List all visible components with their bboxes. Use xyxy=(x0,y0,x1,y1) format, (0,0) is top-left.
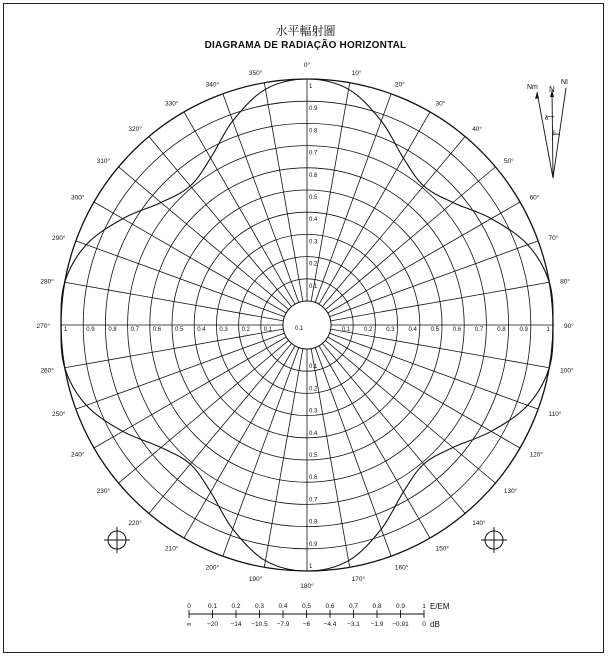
ring-label-bottom: 0.8 xyxy=(309,519,318,526)
angle-label: 100° xyxy=(560,367,574,375)
ring-label-left: 0.8 xyxy=(108,327,117,333)
compass-ni-label: NI xyxy=(561,79,568,86)
radial-line xyxy=(325,340,495,483)
ring-label-left: 1 xyxy=(64,327,68,333)
center-label: 0.1 xyxy=(295,326,304,332)
ring-label-left: 0.9 xyxy=(86,327,95,333)
ring-label-left: 0.6 xyxy=(152,327,162,333)
ring-label-bottom: 0.5 xyxy=(309,453,318,459)
scale-em-value: 0.7 xyxy=(348,603,359,610)
scale-em-value: 0.4 xyxy=(278,603,288,610)
ring-label-right: 0.8 xyxy=(497,327,506,333)
compass-rose-icon xyxy=(527,79,568,178)
radial-line xyxy=(331,282,550,321)
angle-label: 300° xyxy=(70,194,85,202)
ring-label-left: 0.5 xyxy=(175,327,184,333)
radial-line xyxy=(322,343,465,513)
scale-em-value: 0.9 xyxy=(395,603,406,610)
angle-labels xyxy=(37,61,575,590)
scale-db-value: −6 xyxy=(302,621,311,628)
angle-label: 210° xyxy=(165,545,179,553)
ring-label-top: 0.3 xyxy=(309,239,318,246)
angle-label: 70° xyxy=(548,235,559,243)
ring-label-right: 0.3 xyxy=(386,327,395,333)
scale-db-unit: dB xyxy=(430,620,440,629)
angle-label: 260° xyxy=(40,367,54,375)
angle-label: 230° xyxy=(96,488,111,496)
angle-label: 270° xyxy=(36,323,50,330)
angle-label: 190° xyxy=(248,576,263,584)
ring-label-right: 0.6 xyxy=(452,327,462,333)
scale-em-unit: E/EM xyxy=(430,602,450,611)
angle-label: 0° xyxy=(303,62,311,69)
ring-label-top: 0.8 xyxy=(309,128,318,135)
ring-label-bottom: 0.6 xyxy=(309,475,318,482)
angle-label: 150° xyxy=(435,545,449,553)
ring-label-top: 0.2 xyxy=(309,261,318,268)
ring-label-bottom: 0.3 xyxy=(309,408,318,415)
ring-label-right: 0.2 xyxy=(364,327,373,333)
angle-label: 290° xyxy=(52,235,66,243)
radial-line xyxy=(322,137,465,307)
em-db-scale xyxy=(187,602,450,629)
radial-line xyxy=(65,282,284,321)
ring-label-right: 0.7 xyxy=(475,327,484,333)
ring-label-bottom: 0.4 xyxy=(309,430,318,437)
ring-label-top: 0.5 xyxy=(309,195,318,201)
polar-radials xyxy=(61,79,553,571)
angle-label: 330° xyxy=(165,100,179,108)
ring-label-top: 0.6 xyxy=(309,172,318,179)
radial-line xyxy=(119,340,289,483)
compass-epsilon-label: ε xyxy=(553,130,556,136)
angle-label: 140° xyxy=(472,519,486,527)
scale-em-value: 0.1 xyxy=(207,603,218,610)
ring-label-left: 0.4 xyxy=(197,327,206,333)
title-portuguese: DIAGRAMA DE RADIAÇÃO HORIZONTAL xyxy=(204,40,407,51)
ring-label-left: 0.2 xyxy=(241,327,250,333)
scale-em-value: 0.3 xyxy=(254,603,265,610)
angle-label: 60° xyxy=(529,194,540,202)
angle-label: 130° xyxy=(503,488,518,496)
ring-label-bottom: 0.7 xyxy=(309,497,318,504)
scale-em-value: 1 xyxy=(422,603,426,610)
ring-label-top: 0.7 xyxy=(309,150,318,157)
angle-label: 250° xyxy=(52,410,66,418)
angle-label: 10° xyxy=(351,69,362,77)
radial-line xyxy=(184,346,295,538)
ring-label-top: 1 xyxy=(309,84,313,90)
angle-label: 30° xyxy=(435,100,446,108)
radial-line xyxy=(65,329,284,368)
angle-label: 350° xyxy=(248,69,263,77)
angle-label: 170° xyxy=(351,576,366,584)
scale-db-value: 0 xyxy=(422,621,426,628)
ring-label-left: 0.1 xyxy=(263,327,273,333)
compass-delta-label: δ xyxy=(545,116,549,122)
radial-line xyxy=(119,167,289,310)
scale-db-value: −20 xyxy=(206,621,219,628)
angle-label: 280° xyxy=(40,278,54,286)
ring-label-right: 0.4 xyxy=(408,327,417,333)
ring-label-right: 0.5 xyxy=(430,327,439,333)
angle-label: 80° xyxy=(560,278,570,286)
radial-line xyxy=(184,112,295,304)
angle-label: 220° xyxy=(128,519,142,527)
angle-label: 200° xyxy=(205,564,220,572)
scale-db-value: −3.1 xyxy=(347,621,360,628)
ring-label-right: 0.1 xyxy=(341,327,351,333)
radial-line xyxy=(319,346,430,538)
scale-em-value: 0.2 xyxy=(231,603,241,610)
ring-label-right: 1 xyxy=(546,327,550,333)
ring-label-bottom: 0.2 xyxy=(309,386,318,393)
scale-db-value: −4.4 xyxy=(323,621,337,628)
angle-label: 50° xyxy=(503,157,514,165)
ring-label-left: 0.7 xyxy=(130,327,139,333)
angle-label: 320° xyxy=(128,126,142,134)
angle-label: 240° xyxy=(70,451,85,459)
radial-line xyxy=(331,329,550,368)
scale-em-value: 0.6 xyxy=(325,603,335,610)
ring-label-bottom: 0.9 xyxy=(309,541,318,548)
scale-db-value: −10.5 xyxy=(251,621,268,628)
registration-mark-icon xyxy=(481,527,507,553)
angle-label: 110° xyxy=(548,410,562,418)
angle-label: 90° xyxy=(564,323,574,330)
scale-db-value: ∞ xyxy=(186,621,192,628)
scale-em-value: 0 xyxy=(187,603,191,610)
angle-label: 120° xyxy=(529,451,544,459)
ring-label-right: 0.9 xyxy=(519,327,528,333)
angle-label: 180° xyxy=(300,583,314,590)
ring-label-top: 0.1 xyxy=(309,283,318,290)
ring-label-top: 0.4 xyxy=(309,217,318,224)
radial-line xyxy=(149,343,292,513)
title-chinese: 水平輻射圖 xyxy=(275,24,336,38)
scale-em-value: 0.5 xyxy=(301,603,312,610)
radial-line xyxy=(319,112,430,304)
radial-line xyxy=(264,349,303,568)
ring-label-bottom: 0.1 xyxy=(309,364,318,371)
radial-line xyxy=(311,83,350,302)
scale-db-value: −1.9 xyxy=(370,621,384,628)
ring-label-left: 0.3 xyxy=(219,327,228,333)
radial-line xyxy=(325,167,495,310)
radial-line xyxy=(149,137,292,307)
radial-line xyxy=(264,83,303,302)
angle-label: 340° xyxy=(205,81,220,89)
ring-label-bottom: 1 xyxy=(309,564,313,570)
angle-label: 40° xyxy=(472,126,483,134)
angle-label: 310° xyxy=(96,157,111,165)
scale-db-value: −7.9 xyxy=(276,621,290,628)
angle-label: 160° xyxy=(394,564,409,572)
scale-db-value: −0.91 xyxy=(392,621,409,628)
compass-nm-label: Nm xyxy=(527,84,538,91)
ring-label-top: 0.9 xyxy=(309,106,318,113)
compass-n-label: N xyxy=(549,85,555,94)
scale-em-value: 0.8 xyxy=(372,603,382,610)
inner-circle xyxy=(283,301,331,349)
angle-label: 20° xyxy=(394,81,405,89)
scale-db-value: −14 xyxy=(230,621,242,628)
registration-mark-icon xyxy=(104,527,130,553)
